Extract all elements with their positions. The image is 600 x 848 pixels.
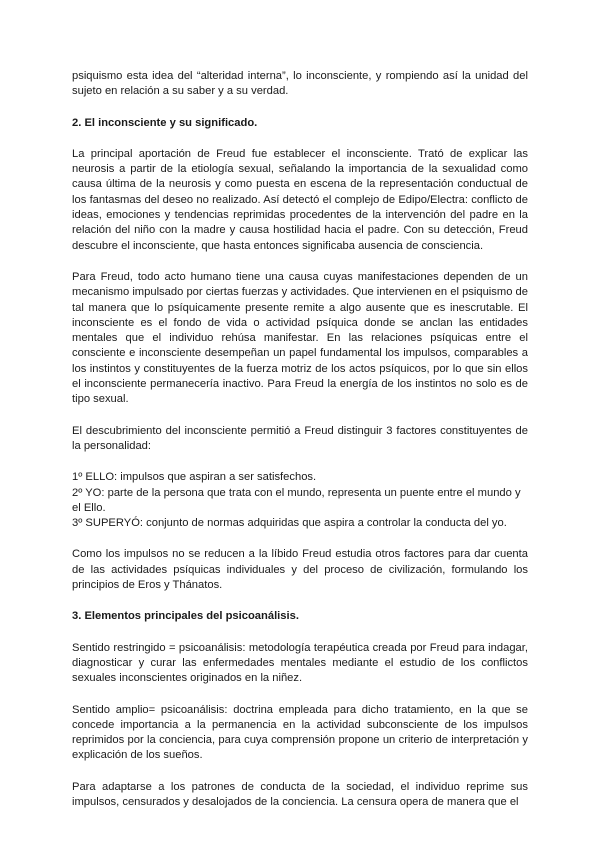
list-item-superyo: 3º SUPERYÓ: conjunto de normas adquiridas que aspira a controlar la conducta del yo. <box>72 517 507 530</box>
section-3-heading: 3. Elementos principales del psicoanálisis. <box>72 610 299 623</box>
section-2-paragraph-2: Para Freud, todo acto humano tiene una causa cuyas manifestaciones dependen de un mecanismo impulsado por ciertas fuerzas y actividades. Que intervienen en el psiquismo de tal manera que lo psíquicamente presente remite a algo ausente que es inescrutable. El inconsciente es el fondo de vida o actividad psíquica donde se anclan las entidades mentales que el individuo rehúsa manifestar. En las relaciones psíquicas entre el consciente e inconsciente desempeñan un papel fundamental los impulsos, comparables a los instintos y constituyentes de la fuerza motriz de los actos psíquicos, por lo que sin ellos el inconsciente permanecería inactivo. Para Freud la energía de los instintos no solo es de tipo sexual. <box>72 270 528 406</box>
section-2-paragraph-1: La principal aportación de Freud fue establecer el inconsciente. Trató de explicar las neurosis a partir de la etiología sexual, señalando la importancia de la sexualidad como causa última de la neurosis y como puesta en escena de la representación conductual de los fantasmas del deseo no realizado. Así detectó el complejo de Edipo/Electra: conflicto de ideas, emociones y tendencias reprimidas procedentes de la intervención del padre en la relación del niño con la madre y causa hostilidad hacia el padre. Con su detección, Freud descubre el inconsciente, que hasta entonces significaba ausencia de consciencia. <box>72 147 528 252</box>
list-item-ello: 1º ELLO: impulsos que aspiran a ser satisfechos. <box>72 471 317 484</box>
section-2-heading: 2. El inconsciente y su significado. <box>72 116 258 129</box>
section-3-paragraph-2: Sentido amplio= psicoanálisis: doctrina empleada para dicho tratamiento, en la que se concede importancia a la permanencia en la actividad subconsciente de los impulsos reprimidos por la conciencia, para cuya comprensión propone un criterio de interpretación y explicación de los sueños. <box>72 703 528 762</box>
personality-factors-list <box>72 470 528 531</box>
section-2-paragraph-3: El descubrimiento del inconsciente permitió a Freud distinguir 3 factores constituyentes de la personalidad: <box>72 424 528 452</box>
section-3-paragraph-1: Sentido restringido = psicoanálisis: metodología terapéutica creada por Freud para indagar, diagnosticar y curar las enfermedades mentales mediante el estudio de los conflictos sexuales inconscientes originados en la niñez. <box>72 641 528 685</box>
section-3-paragraph-3: Para adaptarse a los patrones de conducta de la sociedad, el individuo reprime sus impulsos, censurados y desalojados de la conciencia. La censura opera de manera que el <box>72 780 528 808</box>
section-2-paragraph-4: Como los impulsos no se reducen a la líbido Freud estudia otros factores para dar cuenta de las actividades psíquicas individuales y del proceso de civilización, formulando los principios de Eros y Thánatos. <box>72 548 528 592</box>
document-page <box>72 69 528 810</box>
intro-tail-paragraph: psiquismo esta idea del “alteridad interna”, lo inconsciente, y rompiendo así la unidad del sujeto en relación a su saber y a su verdad. <box>72 70 528 98</box>
list-item-yo: 2º YO: parte de la persona que trata con el mundo, representa un puente entre el mundo y el Ello. <box>72 486 521 514</box>
